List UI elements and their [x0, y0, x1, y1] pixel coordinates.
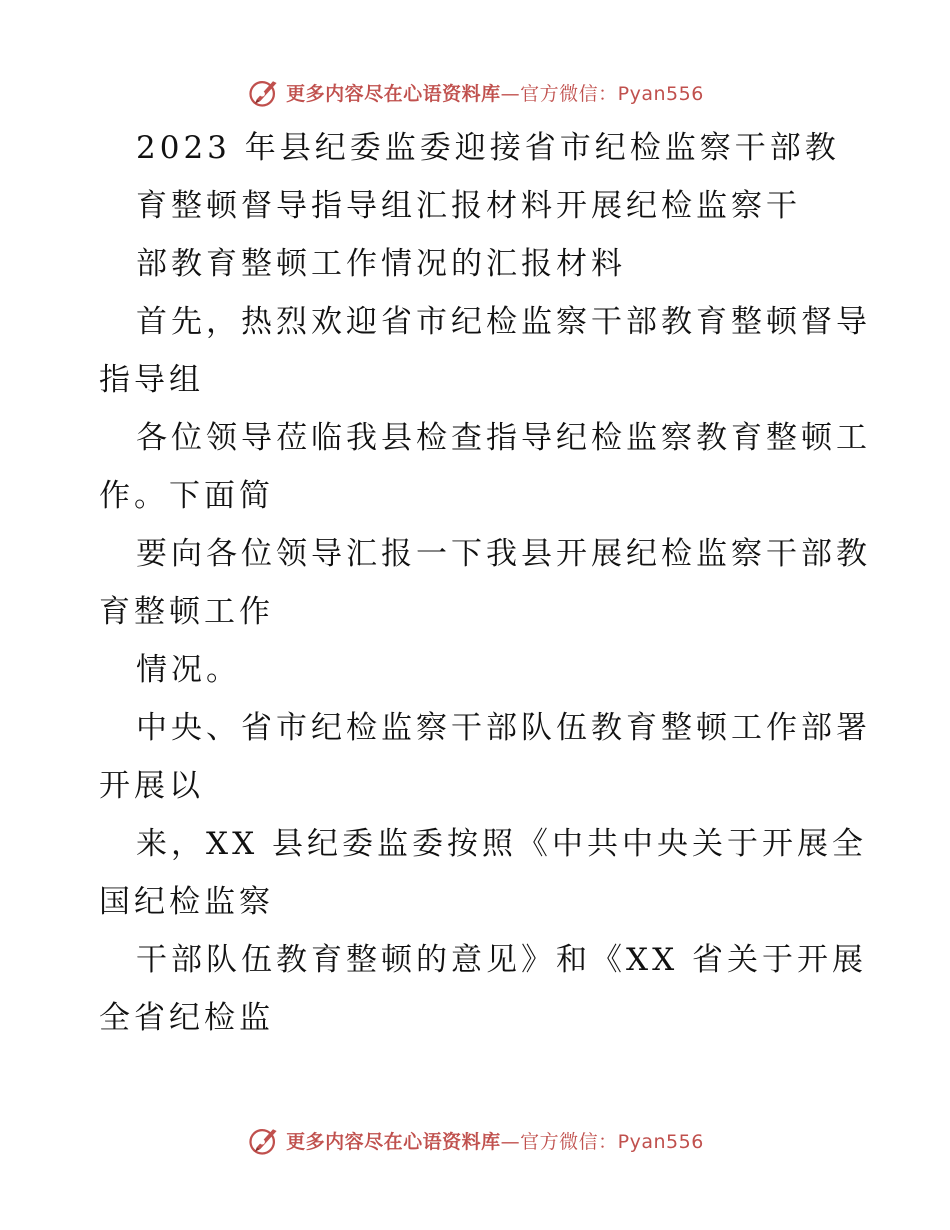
paragraph-line: 要向各位领导汇报一下我县开展纪检监察干部教: [136, 536, 871, 572]
watermark-contact: 官方微信：Pyan556: [520, 1130, 704, 1153]
paragraph-line: 首先，热烈欢迎省市纪检监察干部教育整顿督导: [136, 304, 871, 340]
paragraph-line: 全省纪检监: [99, 1000, 274, 1036]
watermark-dash: —: [500, 1130, 521, 1153]
quill-logo-icon: [246, 1122, 282, 1158]
watermark-main: 更多内容尽在心语资料库: [286, 82, 501, 105]
footer-watermark: [0, 1120, 950, 1160]
title-line-3: 部教育整顿工作情况的汇报材料: [136, 246, 626, 282]
paragraph-line: 国纪检监察: [99, 884, 274, 920]
paragraph-line: 指导组: [99, 362, 204, 398]
watermark-text: [286, 1127, 704, 1154]
paragraph-line: 开展以: [99, 768, 204, 804]
paragraph-line: 干部队伍教育整顿的意见》和《XX 省关于开展: [136, 942, 867, 978]
paragraph-line: 各位领导莅临我县检查指导纪检监察教育整顿工: [136, 420, 871, 456]
watermark-dash: —: [500, 82, 521, 105]
watermark-contact: 官方微信：Pyan556: [520, 82, 704, 105]
header-watermark: [0, 72, 950, 112]
quill-logo-icon: [246, 74, 282, 110]
paragraph-line: 来，XX 县纪委监委按照《中共中央关于开展全: [136, 826, 867, 862]
paragraph-line: 情况。: [136, 652, 241, 688]
paragraph-line: 中央、省市纪检监察干部队伍教育整顿工作部署: [136, 710, 871, 746]
watermark-text: [286, 79, 704, 106]
paragraph-line: 作。下面简: [99, 478, 274, 514]
paragraph-line: 育整顿工作: [99, 594, 274, 630]
title-line-2: 育整顿督导指导组汇报材料开展纪检监察干: [136, 188, 801, 224]
watermark-main: 更多内容尽在心语资料库: [286, 1130, 501, 1153]
title-line-1: 2023 年县纪委监委迎接省市纪检监察干部教: [136, 130, 840, 166]
